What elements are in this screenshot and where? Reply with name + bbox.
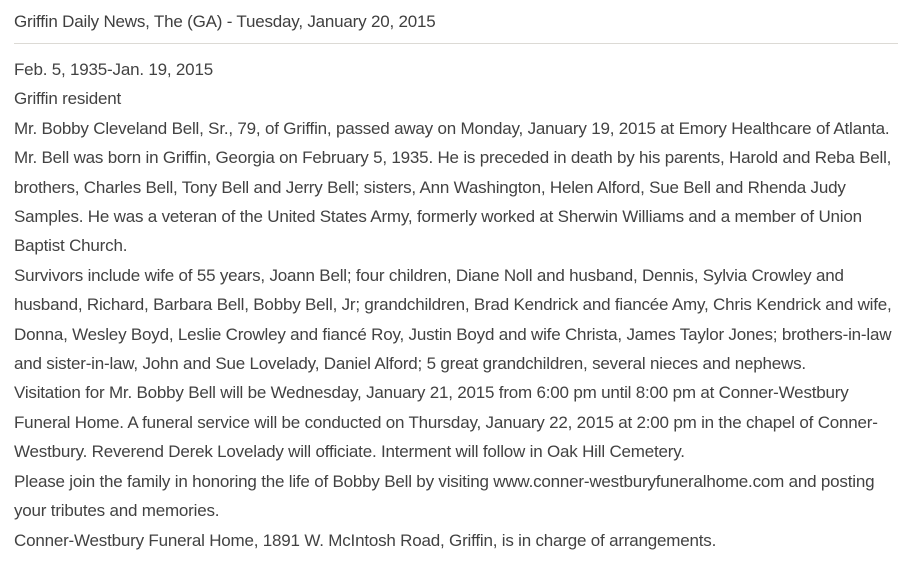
obituary-paragraph-tributes: Please join the family in honoring the life of Bobby Bell by visiting www.conner-westburyfuneralhome.com and posting your tributes and memories. [14, 471, 875, 521]
obituary-article [14, 55, 898, 555]
source-header: Griffin Daily News, The (GA) - Tuesday, January 20, 2015 [14, 12, 436, 31]
obituary-paragraph-services: Visitation for Mr. Bobby Bell will be Wednesday, January 21, 2015 from 6:00 pm until 8:00 pm at Conner-Westbury Funeral Home. A funeral service will be conducted on Thursday, January 22, 2015 at 2:00 pm in the chapel of Conner-Westbury. Reverend Derek Lovelady will officiate. Interment will follow in Oak Hill Cemetery. [14, 383, 878, 462]
obituary-paragraph-survivors: Survivors include wife of 55 years, Joann Bell; four children, Diane Noll and husband, Dennis, Sylvia Crowley and husband, Richard, Barbara Bell, Bobby Bell, Jr; grandchildren, Brad Kendrick and fiancée Amy, Chris Kendrick and wife, Donna, Wesley Boyd, Leslie Crowley and fiancé Roy, Justin Boyd and wife Christa, James Taylor Jones; brothers-in-law and sister-in-law, John and Sue Lovelady, Daniel Alford; 5 great grandchildren, several nieces and nephews. [14, 265, 892, 374]
life-dates: Feb. 5, 1935-Jan. 19, 2015 [14, 60, 213, 79]
obituary-paragraph-arrangements: Conner-Westbury Funeral Home, 1891 W. McIntosh Road, Griffin, is in charge of arrangements. [14, 530, 717, 550]
divider [14, 43, 898, 44]
obituary-paragraph-biography: Mr. Bobby Cleveland Bell, Sr., 79, of Griffin, passed away on Monday, January 19, 2015 at Emory Healthcare of Atlanta. Mr. Bell was born in Griffin, Georgia on February 5, 1935. He is preceded in death by his parents, Harold and Reba Bell, brothers, Charles Bell, Tony Bell and Jerry Bell; sisters, Ann Washington, Helen Alford, Sue Bell and Rhenda Judy Samples. He was a veteran of the United States Army, formerly worked at Sherwin Williams and a member of Union Baptist Church. [14, 118, 892, 256]
residence-line: Griffin resident [14, 89, 122, 109]
